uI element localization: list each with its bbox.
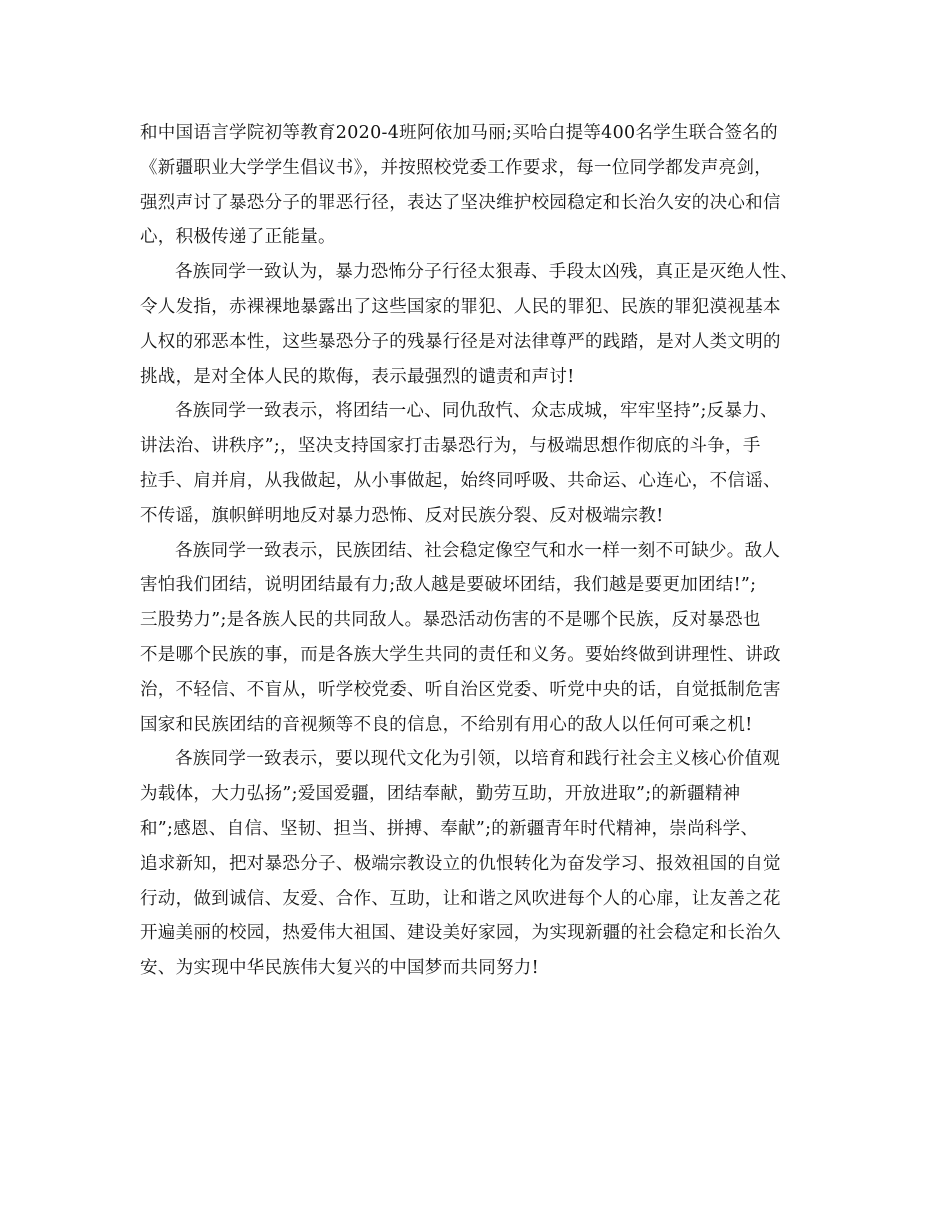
text-line: 心，积极传递了正能量。 xyxy=(140,227,336,248)
document-body xyxy=(140,116,820,986)
text-line: 讲法治、讲秩序”;，坚决支持国家打击暴恐行为，与极端思想作彻底的斗争，手 xyxy=(140,436,761,457)
paragraph-first-line: 各族同学一致表示，民族团结、社会稳定像空气和水一样一刻不可缺少。敌人 xyxy=(175,540,781,561)
text-line: 人权的邪恶本性，这些暴恐分子的残暴行径是对法律尊严的践踏，是对人类文明的 xyxy=(140,331,781,352)
text-line: 安、为实现中华民族伟大复兴的中国梦而共同努力! xyxy=(140,958,539,979)
paragraph-first-line: 各族同学一致表示，要以现代文化为引领，以培育和践行社会主义核心价值观 xyxy=(175,749,781,770)
text-line: 追求新知，把对暴恐分子、极端宗教设立的仇恨转化为奋发学习、报效祖国的自觉 xyxy=(140,853,781,874)
text-line: 三股势力”;是各族人民的共同敌人。暴恐活动伤害的不是哪个民族，反对暴恐也 xyxy=(140,610,761,631)
paragraph-first-line: 各族同学一致认为，暴力恐怖分子行径太狠毒、手段太凶残，真正是灭绝人性、 xyxy=(175,262,798,283)
text-line: 拉手、肩并肩，从我做起，从小事做起，始终同呼吸、共命运、心连心，不信谣、 xyxy=(140,470,781,491)
text-line: 令人发指，赤裸裸地暴露出了这些国家的罪犯、人民的罪犯、民族的罪犯漠视基本 xyxy=(140,296,781,317)
text-line: 强烈声讨了暴恐分子的罪恶行径，表达了坚决维护校园稳定和长治久安的决心和信 xyxy=(140,192,781,213)
text-line: 和中国语言学院初等教育2020-4班阿依加马丽;买哈白提等400名学生联合签名的 xyxy=(140,123,778,143)
paragraph-first-line: 各族同学一致表示，将团结一心、同仇敌忾、众志成城，牢牢坚持”;反暴力、 xyxy=(175,401,778,422)
text-line: 为载体，大力弘扬”;爱国爱疆，团结奉献，勤劳互助，开放进取”;的新疆精神 xyxy=(140,784,741,805)
text-line: 不是哪个民族的事，而是各族大学生共同的责任和义务。要始终做到讲理性、讲政 xyxy=(140,644,781,665)
text-line: 国家和民族团结的音视频等不良的信息，不给别有用心的敌人以任何可乘之机! xyxy=(140,714,753,735)
text-line: 治，不轻信、不盲从，听学校党委、听自治区党委、听党中央的话，自觉抵制危害 xyxy=(140,679,781,700)
text-line: 《新疆职业大学学生倡议书》，并按照校党委工作要求，每一位同学都发声亮剑， xyxy=(140,157,773,178)
text-line: 不传谣，旗帜鲜明地反对暴力恐怖、反对民族分裂、反对极端宗教! xyxy=(140,505,664,526)
text-line: 害怕我们团结，说明团结最有力;敌人越是要破坏团结，我们越是要更加团结!”; xyxy=(140,575,757,596)
text-line: 和”;感恩、自信、坚韧、担当、拼搏、奉献”;的新疆青年时代精神，崇尚科学、 xyxy=(140,818,759,839)
text-line: 行动，做到诚信、友爱、合作、互助，让和谐之风吹进每个人的心扉，让友善之花 xyxy=(140,888,781,909)
text-line: 挑战，是对全体人民的欺侮，表示最强烈的谴责和声讨! xyxy=(140,366,575,387)
text-line: 开遍美丽的校园，热爱伟大祖国、建设美好家园，为实现新疆的社会稳定和长治久 xyxy=(140,923,781,944)
